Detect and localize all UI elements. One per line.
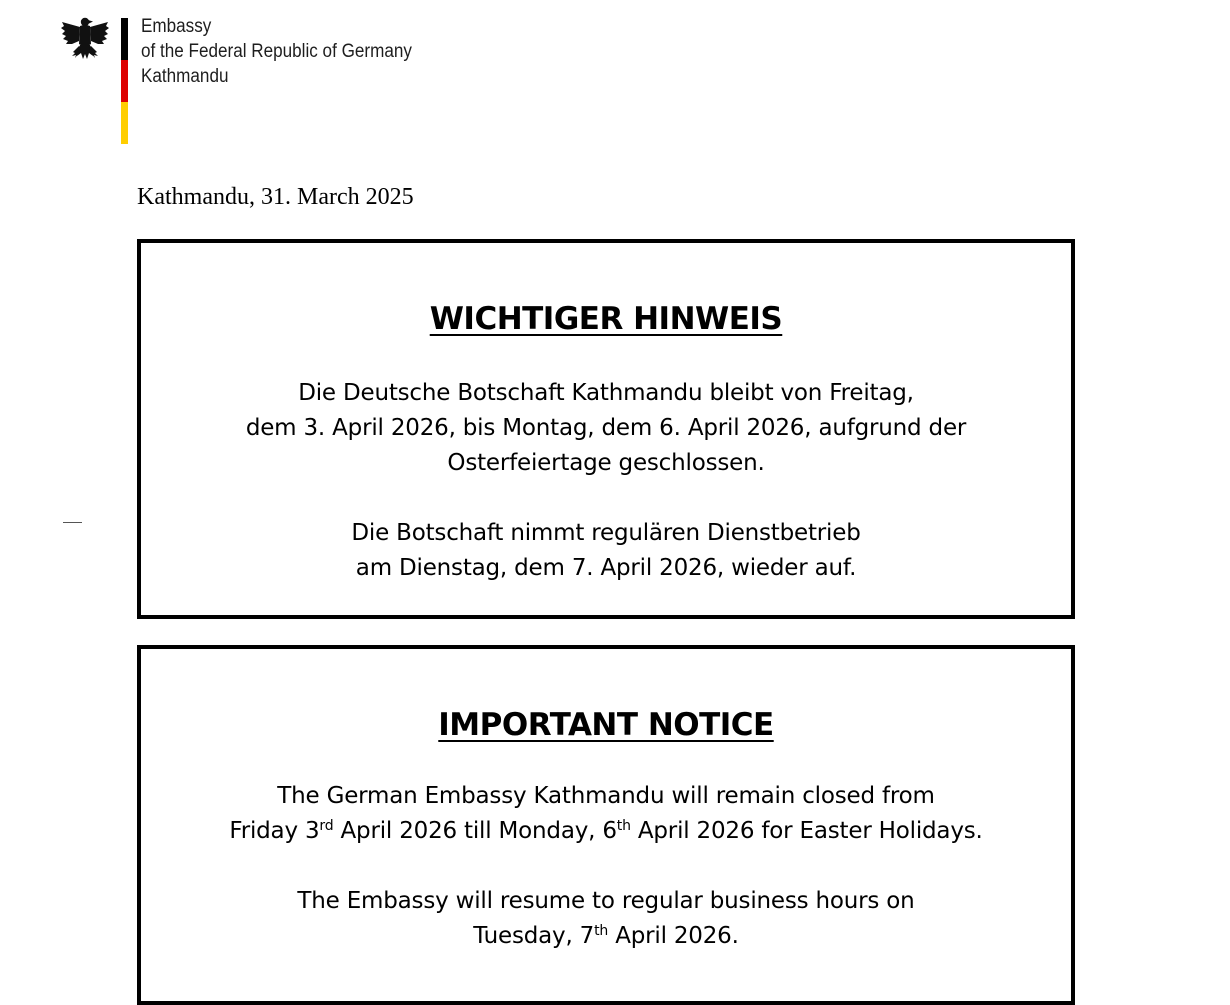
- notice-line: The Embassy will resume to regular business hours on: [297, 888, 915, 914]
- notice-paragraph-resume-german: [141, 516, 1071, 586]
- notice-paragraph-closure-german: [141, 376, 1071, 481]
- ordinal-suffix: rd: [319, 818, 334, 834]
- notice-box-english: [137, 645, 1075, 1005]
- notice-line: [141, 919, 1071, 954]
- text-segment: Tuesday, 7: [473, 923, 595, 949]
- notice-line: [141, 814, 1071, 849]
- text-segment: Friday 3: [229, 818, 320, 844]
- text-segment: April 2026.: [608, 923, 739, 949]
- notice-box-german: [137, 239, 1075, 619]
- notice-heading-english: IMPORTANT NOTICE: [438, 707, 774, 743]
- notice-line: Die Botschaft nimmt regulären Dienstbetrieb: [351, 520, 861, 546]
- notice-paragraph-resume-english: [141, 884, 1071, 954]
- flag-bar: [121, 18, 128, 144]
- flag-stripe-black: [121, 18, 128, 60]
- ordinal-suffix: th: [594, 923, 609, 939]
- fold-mark: [63, 522, 82, 523]
- organization-name: [141, 14, 412, 89]
- date-line: Kathmandu, 31. March 2025: [137, 184, 414, 210]
- notice-line: am Dienstag, dem 7. April 2026, wieder auf.: [355, 555, 857, 581]
- notice-line: Osterfeiertage geschlossen.: [447, 450, 765, 476]
- text-segment: April 2026 till Monday, 6: [333, 818, 617, 844]
- notice-line: Die Deutsche Botschaft Kathmandu bleibt von Freitag,: [298, 380, 914, 406]
- ordinal-suffix: th: [616, 818, 631, 834]
- flag-stripe-red: [121, 60, 128, 102]
- notice-line: The German Embassy Kathmandu will remain closed from: [277, 783, 935, 809]
- text-segment: April 2026 for Easter Holidays.: [630, 818, 983, 844]
- org-line-3: Kathmandu: [141, 66, 229, 87]
- letterhead: [60, 14, 500, 146]
- notice-paragraph-closure-english: [141, 779, 1071, 849]
- federal-eagle-icon: [60, 14, 110, 66]
- org-line-2: of the Federal Republic of Germany: [141, 41, 412, 62]
- notice-line: dem 3. April 2026, bis Montag, dem 6. April 2026, aufgrund der: [245, 415, 967, 441]
- org-line-1: Embassy: [141, 16, 212, 37]
- notice-heading-german: WICHTIGER HINWEIS: [429, 301, 783, 337]
- flag-stripe-gold: [121, 102, 128, 144]
